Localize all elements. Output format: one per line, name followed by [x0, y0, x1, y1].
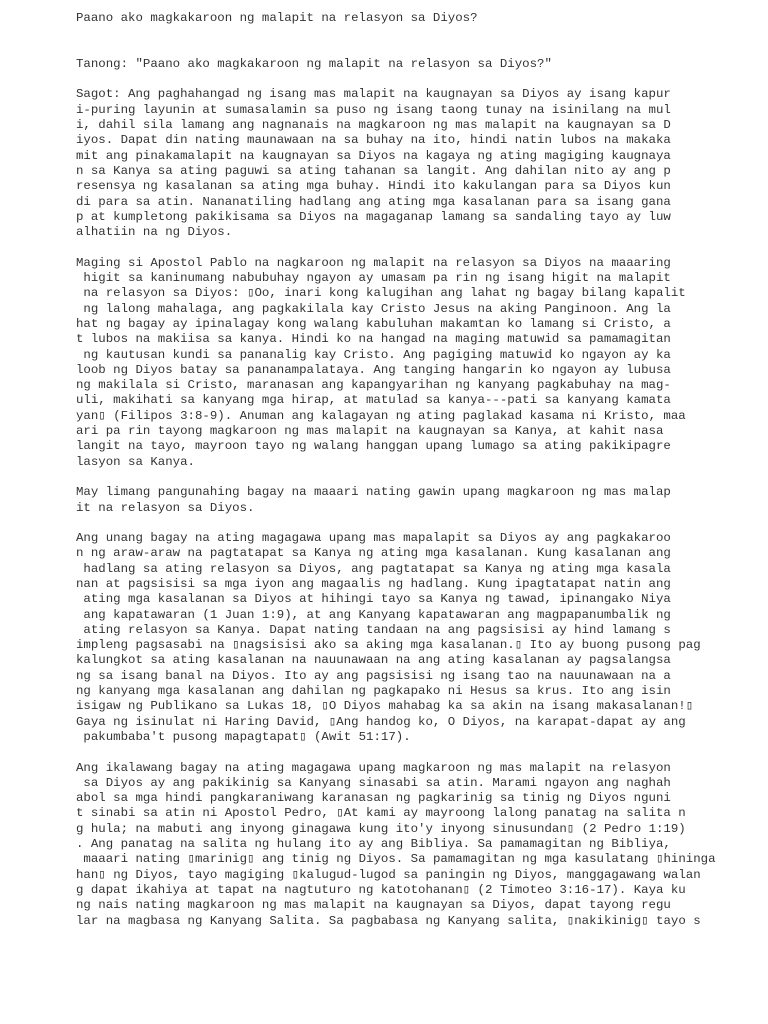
paragraph — [76, 531, 716, 745]
question-line: Tanong: "Paano ako magkakaroon ng malapit na relasyon sa Diyos?" — [76, 56, 552, 71]
text-line: abol sa mga hindi pangkaraniwang karanasan ng pagkarinig sa tinig ng Diyos nguni — [76, 791, 671, 806]
text-line: ng sa isang banal na Diyos. Ito ay ang pagsisisi ng isang tao na nauunawaan na a — [76, 668, 671, 683]
text-line: resensya ng kasalanan sa ating mga buhay. Hindi ito kakulangan para sa Diyos kun — [76, 179, 671, 194]
text-line: Ang unang bagay na ating magagawa upang mas mapalapit sa Diyos ay ang pagkakaroo — [76, 531, 671, 546]
paragraph — [76, 87, 716, 240]
document-body — [76, 87, 716, 928]
text-line: ang kapatawaran (1 Juan 1:9), at ang Kanyang kapatawaran ang magpapanumbalik ng — [76, 607, 671, 622]
document-title: Paano ako magkakaroon ng malapit na relasyon sa Diyos? — [76, 11, 478, 25]
text-line: impleng pagsasabi na ▯nagsisisi ako sa aking mga kasalanan.▯ Ito ay buong pusong pag — [76, 638, 701, 653]
text-line: ating mga kasalanan sa Diyos at hihingi tayo sa Kanya ng tawad, ipinangako Niya — [76, 592, 671, 607]
text-line: t lubos na makiisa sa kanya. Hindi ko na hangad na maging matuwid sa pamamagitan — [76, 332, 671, 347]
text-line: n ng araw-araw na pagtatapat sa Kanya ng ating mga kasalanan. Kung kasalanan ang — [76, 546, 671, 561]
paragraph — [76, 485, 716, 516]
text-line: di para sa atin. Nananatiling hadlang ang ating mga kasalanan para sa isang gana — [76, 194, 671, 209]
document-page — [76, 11, 716, 929]
text-line: i-puring layunin at sumasalamin sa puso ng isang taong tunay na isinilang na mul — [76, 102, 671, 117]
text-line: isigaw ng Publikano sa Lukas 18, ▯O Diyos mahabag ka sa akin na isang makasalanan!▯ — [76, 699, 694, 714]
text-line: Sagot: Ang paghahangad ng isang mas malapit na kaugnayan sa Diyos ay isang kapur — [76, 87, 671, 102]
text-line: ng lalong mahalaga, ang pagkakilala kay Cristo Jesus na aking Panginoon. Ang la — [76, 301, 671, 316]
text-line: g hula; na mabuti ang inyong ginagawa kung ito'y inyong sinusundan▯ (2 Pedro 1:19) — [76, 821, 686, 836]
text-line: iyos. Dapat din nating maunawaan na sa buhay na ito, hindi natin lubos na makaka — [76, 133, 671, 148]
text-line: alhatiin na ng Diyos. — [76, 225, 233, 240]
text-line: n sa Kanya sa ating paguwi sa ating tahanan sa langit. Ang dahilan nito ay ang p — [76, 163, 671, 178]
text-line: g dapat ikahiya at tapat na nagtuturo ng katotohanan▯ (2 Timoteo 3:16-17). Kaya ku — [76, 882, 686, 897]
text-line: it na relasyon sa Diyos. — [76, 500, 255, 515]
text-line: pakumbaba't pusong mapagtapat▯ (Awit 51:17). — [76, 729, 411, 744]
text-line: nan at pagsisisi sa mga iyon ang magaalis ng hadlang. Kung ipagtatapat natin ang — [76, 576, 671, 591]
text-line: May limang pangunahing bagay na maaari nating gawin upang magkaroon ng mas malap — [76, 485, 671, 500]
text-line: higit sa kaninumang nabubuhay ngayon ay umasam pa rin ng isang higit na malapit — [76, 271, 671, 286]
text-line: uli, makihati sa kanyang mga hirap, at matulad sa kanya---pati sa kanyang kamata — [76, 393, 671, 408]
text-line: maaari nating ▯marinig▯ ang tinig ng Diyos. Sa pamamagitan ng mga kasulatang ▯hininga — [76, 852, 716, 867]
text-line: ng nais nating magkaroon ng mas malapit na kaugnayan sa Diyos, dapat tayong regu — [76, 898, 671, 913]
text-line: na relasyon sa Diyos: ▯Oo, inari kong kalugihan ang lahat ng bagay bilang kapalit — [76, 286, 686, 301]
text-line: Maging si Apostol Pablo na nagkaroon ng malapit na relasyon sa Diyos na maaaring — [76, 255, 671, 270]
text-line: kalungkot sa ating kasalanan na nauunawaan na ang ating kasalanan ay pagsalangsa — [76, 653, 671, 668]
text-line: ari pa rin tayong magkaroon ng mas malapit na kaugnayan sa Kanya, at kahit nasa — [76, 424, 664, 439]
paragraph — [76, 256, 716, 470]
text-line: i, dahil sila lamang ang nagnanais na magkaroon ng mas malapit na kaugnayan sa D — [76, 118, 671, 133]
text-line: Gaya ng isinulat ni Haring David, ▯Ang handog ko, O Diyos, na karapat-dapat ay ang — [76, 714, 686, 729]
text-line: hadlang sa ating relasyon sa Diyos, ang pagtatapat sa Kanya ng ating mga kasala — [76, 561, 671, 576]
text-line: sa Diyos ay ang pakikinig sa Kanyang sinasabi sa atin. Marami ngayon ang naghah — [76, 775, 671, 790]
text-line: loob ng Diyos batay sa pananampalataya. Ang tanging hangarin ko ngayon ay lubusa — [76, 362, 671, 377]
text-line: ng kanyang mga kasalanan ang dahilan ng pagkapako ni Hesus sa krus. Ito ang isin — [76, 684, 671, 699]
text-line: lar na magbasa ng Kanyang Salita. Sa pagbabasa ng Kanyang salita, ▯nakikinig▯ tayo s — [76, 913, 701, 928]
text-line: t sinabi sa atin ni Apostol Pedro, ▯At kami ay mayroong lalong panatag na salita n — [76, 806, 686, 821]
text-line: p at kumpletong pakikisama sa Diyos na magaganap lamang sa sandaling tayo ay luw — [76, 209, 671, 224]
text-line: hat ng bagay ay ipinalagay kong walang kabuluhan makamtan ko lamang si Cristo, a — [76, 316, 671, 331]
text-line: ng makilala si Cristo, maranasan ang kapangyarihan ng kanyang pagkabuhay na mag- — [76, 378, 671, 393]
text-line: Ang ikalawang bagay na ating magagawa upang magkaroon ng mas malapit na relasyon — [76, 760, 671, 775]
text-line: mit ang pinakamalapit na kaugnayan sa Diyos na kagaya ng ating magiging kaugnaya — [76, 148, 671, 163]
text-line: han▯ ng Diyos, tayo magiging ▯kalugud-lugod sa paningin ng Diyos, manggagawang walan — [76, 867, 701, 882]
text-line: ating relasyon sa Kanya. Dapat nating tandaan na ang pagsisisi ay hind lamang s — [76, 622, 671, 637]
paragraph — [76, 761, 716, 929]
text-line: langit na tayo, mayroon tayo ng walang hanggan upang lumago sa ating pakikipagre — [76, 439, 671, 454]
text-line: yan▯ (Filipos 3:8-9). Anuman ang kalagayan ng ating paglakad kasama ni Kristo, maa — [76, 408, 686, 423]
text-line: ng kautusan kundi sa pananalig kay Cristo. Ang pagiging matuwid ko ngayon ay ka — [76, 347, 671, 362]
text-line: lasyon sa Kanya. — [76, 454, 195, 469]
text-line: . Ang panatag na salita ng hulang ito ay ang Bibliya. Sa pamamagitan ng Bibliya, — [76, 837, 671, 852]
